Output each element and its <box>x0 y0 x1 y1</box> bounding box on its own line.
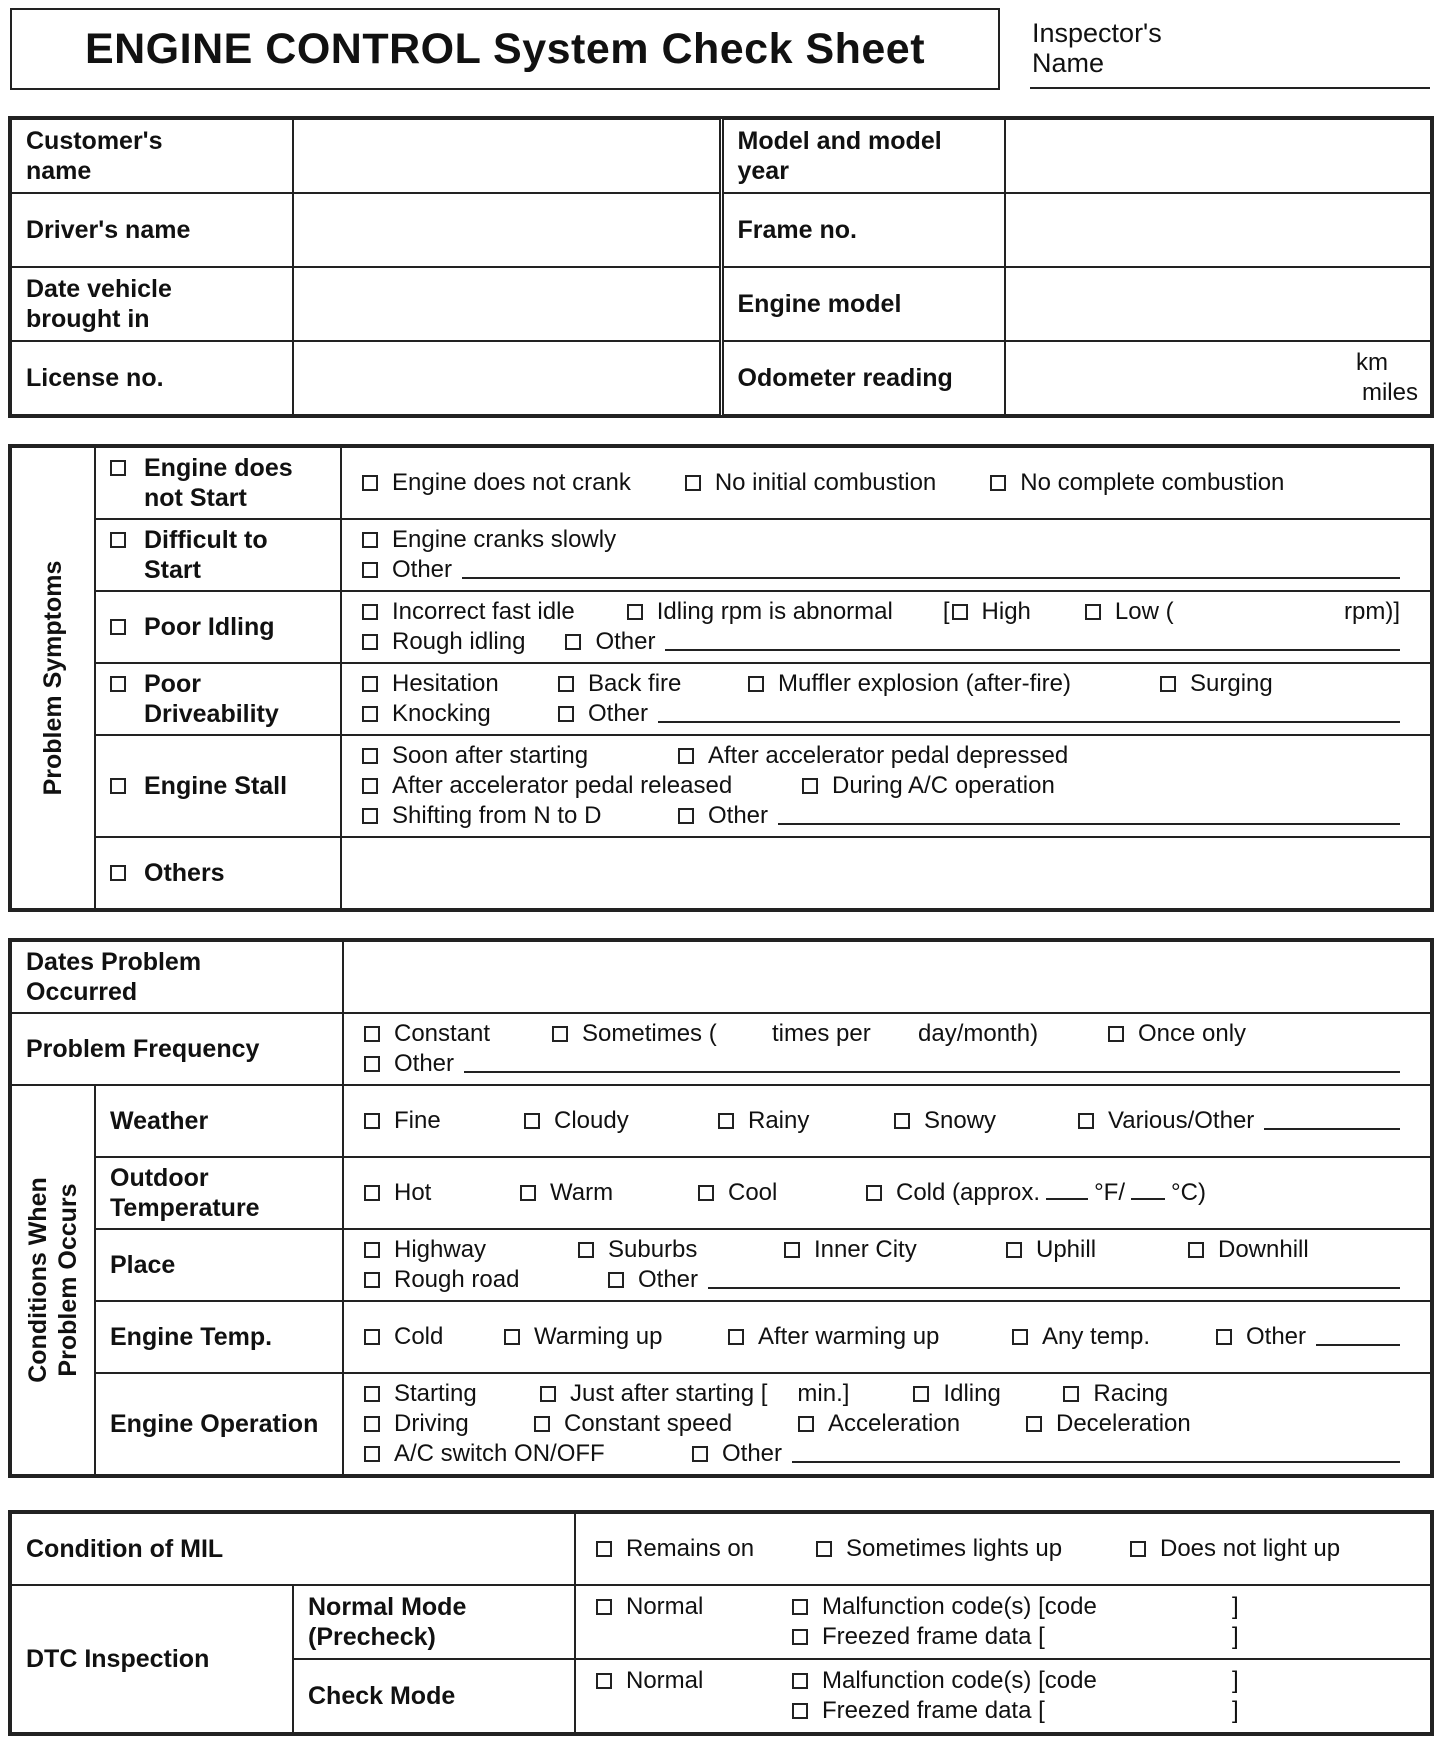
option[interactable]: Warming up <box>504 1322 728 1352</box>
option[interactable]: Cloudy <box>524 1106 718 1136</box>
option[interactable]: Once only <box>1108 1019 1246 1049</box>
checkbox[interactable] <box>110 778 126 794</box>
engine-operation-label: Engine Operation <box>95 1373 343 1475</box>
vehicle-info-table <box>10 118 1432 416</box>
stall-options <box>341 735 1431 837</box>
option[interactable]: Warm <box>520 1178 698 1208</box>
engine-temp-options <box>343 1301 1431 1373</box>
odometer-label: Odometer reading <box>721 341 1005 415</box>
option[interactable]: Remains on <box>596 1534 816 1564</box>
engine-temp-label: Engine Temp. <box>95 1301 343 1373</box>
conditions-section <box>11 1085 95 1475</box>
option[interactable]: Incorrect fast idle <box>362 597 575 627</box>
model-year-field[interactable] <box>1005 119 1431 193</box>
option[interactable]: Freezed frame data [ <box>792 1696 1232 1726</box>
symptom-no-start[interactable]: Engine does not Start <box>95 447 341 519</box>
option[interactable]: Other <box>692 1439 782 1469</box>
option[interactable]: After accelerator pedal depressed <box>678 741 1068 771</box>
no-start-options <box>341 447 1431 519</box>
drivers-name-label: Driver's name <box>11 193 293 267</box>
engine-operation-options: Starting Just after starting [ min.] Idling Racing Driving Constant speed Acceleration Deceleration A/C switch ON/OFF Other <box>343 1373 1431 1475</box>
option[interactable]: Other <box>362 555 452 585</box>
page-title: ENGINE CONTROL System Check Sheet <box>84 24 926 73</box>
other-field[interactable] <box>658 721 1400 723</box>
model-year-label: Model and model year <box>721 119 1005 193</box>
drivers-name-field[interactable] <box>293 193 721 267</box>
conditions-table <box>10 940 1432 1476</box>
temp-c-field[interactable] <box>1131 1198 1165 1200</box>
option[interactable]: Hesitation <box>362 669 558 699</box>
dates-occurred-label: Dates Problem Occurred <box>11 941 343 1013</box>
date-brought-label: Date vehicle brought in <box>11 267 293 341</box>
option[interactable]: Other <box>565 627 655 657</box>
option[interactable]: Rough road <box>364 1265 608 1295</box>
checkbox[interactable] <box>110 619 126 635</box>
option[interactable]: Other <box>678 801 768 831</box>
mil-label: Condition of MIL <box>11 1513 575 1585</box>
option[interactable]: Back fire <box>558 669 748 699</box>
customers-name-field[interactable] <box>293 119 721 193</box>
option[interactable]: Muffler explosion (after-fire) <box>748 669 1160 699</box>
checkbox[interactable] <box>110 865 126 881</box>
customers-name-label: Customer's name <box>11 119 293 193</box>
option[interactable]: Downhill <box>1188 1235 1309 1265</box>
option[interactable]: Other <box>608 1265 698 1295</box>
option[interactable]: During A/C operation <box>802 771 1055 801</box>
frequency-label: Problem Frequency <box>11 1013 343 1085</box>
option[interactable]: Uphill <box>1006 1235 1188 1265</box>
other-field[interactable] <box>464 1071 1400 1073</box>
other-field[interactable] <box>792 1461 1400 1463</box>
normal-mode-label: Normal Mode (Precheck) <box>293 1585 575 1659</box>
option[interactable]: Racing <box>1063 1379 1168 1409</box>
place-label: Place <box>95 1229 343 1301</box>
option[interactable]: Suburbs <box>578 1235 784 1265</box>
check-mode-label: Check Mode <box>293 1659 575 1733</box>
symptom-engine-stall[interactable]: Engine Stall <box>95 735 341 837</box>
mil-dtc-table <box>10 1512 1432 1734</box>
option[interactable]: Various/Other <box>1078 1106 1254 1136</box>
option[interactable]: Any temp. <box>1012 1322 1216 1352</box>
dates-occurred-field[interactable] <box>343 941 1431 1013</box>
option[interactable]: Snowy <box>894 1106 1078 1136</box>
option[interactable]: Fine <box>364 1106 524 1136</box>
date-brought-field[interactable] <box>293 267 721 341</box>
option[interactable]: Cold (approx. <box>866 1178 1040 1208</box>
option[interactable]: A/C switch ON/OFF <box>364 1439 692 1469</box>
frame-no-field[interactable] <box>1005 193 1431 267</box>
option[interactable]: Sometimes ( <box>552 1019 772 1049</box>
symptom-poor-idling[interactable]: Poor Idling <box>95 591 341 663</box>
option[interactable]: Acceleration <box>798 1409 1026 1439</box>
checkbox[interactable] <box>110 532 126 548</box>
frame-no-label: Frame no. <box>721 193 1005 267</box>
checkbox[interactable] <box>110 676 126 692</box>
title-box <box>10 8 1000 90</box>
option[interactable]: Freezed frame data [ <box>792 1622 1232 1652</box>
driveability-options <box>341 663 1431 735</box>
option[interactable]: Cold <box>364 1322 504 1352</box>
inspector-label: Inspector's Name <box>1032 18 1162 78</box>
temperature-label: Outdoor Temperature <box>95 1157 343 1229</box>
other-field[interactable] <box>778 823 1400 825</box>
symptom-poor-driveability[interactable]: Poor Driveability <box>95 663 341 735</box>
license-no-label: License no. <box>11 341 293 415</box>
inspector-name-field[interactable] <box>1030 87 1430 89</box>
other-field[interactable] <box>1316 1344 1400 1346</box>
other-field[interactable] <box>665 649 1400 651</box>
option[interactable]: Constant <box>364 1019 552 1049</box>
option[interactable]: Normal <box>596 1592 792 1622</box>
mil-options <box>575 1513 1431 1585</box>
conditions-label: Conditions When Problem Occurs <box>24 1177 82 1383</box>
odometer-field[interactable] <box>1005 341 1431 415</box>
frequency-options: Constant Sometimes ( times per day/month) Once only Other <box>343 1013 1431 1085</box>
weather-options <box>343 1085 1431 1157</box>
weather-label: Weather <box>95 1085 343 1157</box>
place-options <box>343 1229 1431 1301</box>
temp-f-field[interactable] <box>1046 1198 1088 1200</box>
option[interactable]: Cool <box>698 1178 866 1208</box>
problem-symptoms-section <box>11 447 95 909</box>
others-field[interactable] <box>341 837 1431 909</box>
option[interactable]: Rough idling <box>362 627 525 657</box>
problem-symptoms-table <box>10 446 1432 910</box>
option[interactable]: Sometimes lights up <box>816 1534 1130 1564</box>
engine-model-field[interactable] <box>1005 267 1431 341</box>
option[interactable]: Normal <box>596 1666 792 1696</box>
engine-model-label: Engine model <box>721 267 1005 341</box>
option[interactable]: Starting <box>364 1379 540 1409</box>
option[interactable]: Surging <box>1160 669 1273 699</box>
symptom-difficult-start[interactable]: Difficult to Start <box>95 519 341 591</box>
idling-options: Incorrect fast idle Idling rpm is abnormal [ High Low ( rpm)] Rough idling Other <box>341 591 1431 663</box>
option[interactable]: Idling rpm is abnormal <box>627 597 893 627</box>
problem-symptoms-label: Problem Symptoms <box>39 560 67 796</box>
normal-mode-options: Normal Malfunction code(s) [code ] Freezed frame data [ ] <box>575 1585 1431 1659</box>
option[interactable]: Deceleration <box>1026 1409 1191 1439</box>
other-field[interactable] <box>462 577 1400 579</box>
checkbox[interactable] <box>110 460 126 476</box>
license-no-field[interactable] <box>293 341 721 415</box>
option[interactable]: Inner City <box>784 1235 1006 1265</box>
option[interactable]: Hot <box>364 1178 520 1208</box>
unit-km: km <box>1356 349 1388 376</box>
option[interactable]: Shifting from N to D <box>362 801 678 831</box>
option[interactable]: Soon after starting <box>362 741 678 771</box>
option[interactable]: Just after starting [ <box>540 1379 767 1409</box>
option[interactable]: Other <box>1216 1322 1306 1352</box>
option[interactable]: After accelerator pedal released <box>362 771 802 801</box>
check-mode-options: Normal Malfunction code(s) [code ] Freezed frame data [ ] <box>575 1659 1431 1733</box>
option[interactable]: Highway <box>364 1235 578 1265</box>
option[interactable]: Other <box>558 699 648 729</box>
option[interactable]: Engine does not crank <box>362 468 631 498</box>
symptom-others[interactable]: Others <box>95 837 341 909</box>
option[interactable]: Does not light up <box>1130 1534 1340 1564</box>
other-field[interactable] <box>708 1287 1400 1289</box>
option[interactable]: High <box>950 597 1031 627</box>
temperature-options: Hot Warm Cool Cold (approx. °F/ °C) <box>343 1157 1431 1229</box>
option[interactable]: Idling <box>913 1379 1063 1409</box>
option[interactable]: Other <box>364 1049 454 1079</box>
option[interactable]: Knocking <box>362 699 558 729</box>
dtc-label: DTC Inspection <box>11 1585 293 1733</box>
option[interactable]: Low ( <box>1085 597 1174 627</box>
option[interactable]: Constant speed <box>534 1409 798 1439</box>
option[interactable]: Engine cranks slowly <box>362 525 616 555</box>
other-field[interactable] <box>1264 1128 1400 1130</box>
option[interactable]: Rainy <box>718 1106 894 1136</box>
option[interactable]: Malfunction code(s) [code <box>792 1666 1232 1696</box>
option[interactable]: Malfunction code(s) [code <box>792 1592 1232 1622</box>
option[interactable]: No initial combustion <box>685 468 936 498</box>
unit-miles: miles <box>1361 379 1418 406</box>
option[interactable]: Driving <box>364 1409 534 1439</box>
difficult-options <box>341 519 1431 591</box>
option[interactable]: No complete combustion <box>990 468 1284 498</box>
option[interactable]: After warming up <box>728 1322 1012 1352</box>
